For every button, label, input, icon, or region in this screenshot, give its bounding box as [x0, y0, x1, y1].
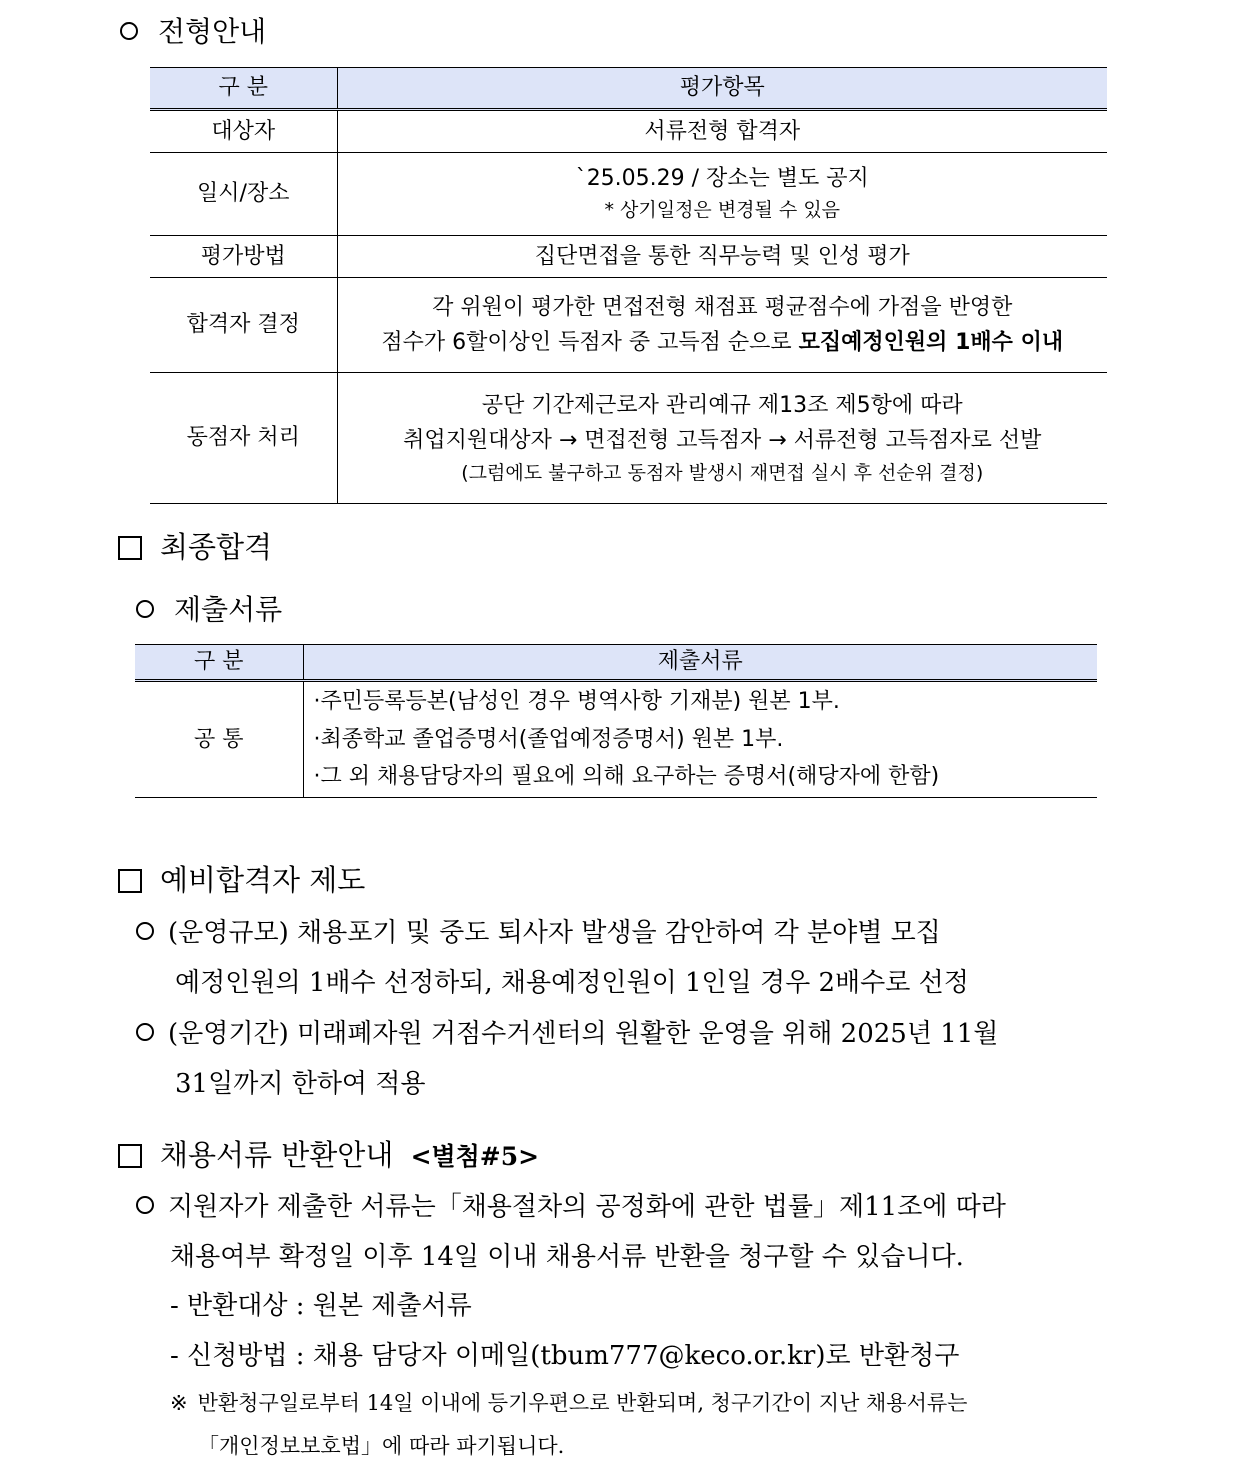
return-note-cont: 「개인정보보호법」에 따라 파기됩니다. — [198, 1434, 565, 1458]
decision-text: 점수가 6할이상인 득점자 중 고득점 순으로 — [381, 330, 799, 355]
section-heading-reserve — [118, 858, 365, 899]
header-documents: 제출서류 — [303, 645, 1097, 681]
documents-table — [135, 644, 1097, 798]
table-row — [150, 236, 1107, 278]
subheading-documents — [136, 588, 282, 628]
row-value — [337, 153, 1107, 236]
selection-table — [150, 67, 1107, 504]
reserve-item-2 — [136, 1013, 998, 1050]
circle-bullet-icon — [136, 600, 154, 618]
table-row — [150, 373, 1107, 504]
circle-bullet-icon — [136, 1196, 154, 1214]
table-header-row — [135, 645, 1097, 681]
heading-text: 채용서류 반환안내 — [160, 1138, 394, 1172]
return-note — [170, 1387, 967, 1417]
decision-line-2 — [338, 325, 1108, 360]
note-text: 반환청구일로부터 14일 이내에 등기우편으로 반환되며, 청구기간이 지난 채용서류는 — [197, 1391, 968, 1415]
section-heading-final-pass — [118, 525, 272, 566]
table-row — [135, 681, 1097, 798]
square-bullet-icon — [118, 869, 142, 893]
section-heading-return — [118, 1133, 539, 1174]
reserve-item-2-cont: 31일까지 한하여 적용 — [175, 1069, 426, 1099]
decision-emphasis: 모집예정인원의 1배수 이내 — [798, 330, 1064, 355]
return-paragraph — [136, 1186, 1006, 1223]
list-item: ·주민등록등본(남성인 경우 병역사항 기재분) 원본 1부. — [313, 689, 840, 715]
item-text: (운영기간) 미래폐자원 거점수거센터의 원활한 운영을 위해 2025년 11월 — [168, 1019, 999, 1049]
row-value — [337, 278, 1107, 373]
heading-text: 제출서류 — [174, 593, 283, 626]
table-row — [150, 278, 1107, 373]
header-category: 구 분 — [135, 645, 303, 681]
row-label: 합격자 결정 — [150, 278, 337, 373]
list-item: ·최종학교 졸업증명서(졸업예정증명서) 원본 1부. — [313, 726, 784, 752]
table-row — [150, 110, 1107, 153]
return-target: - 반환대상 : 원본 제출서류 — [170, 1291, 472, 1321]
table-header-row — [150, 68, 1107, 110]
circle-bullet-icon — [120, 22, 138, 40]
tie-line-1: 공단 기간제근로자 관리예규 제13조 제5항에 따라 — [481, 392, 963, 418]
row-label: 동점자 처리 — [150, 373, 337, 504]
square-bullet-icon — [118, 1144, 142, 1168]
row-value: 집단면접을 통한 직무능력 및 인성 평가 — [337, 236, 1107, 278]
heading-text: 전형안내 — [158, 15, 267, 48]
return-paragraph-cont: 채용여부 확정일 이후 14일 이내 채용서류 반환을 청구할 수 있습니다. — [170, 1242, 964, 1272]
heading-text: 예비합격자 제도 — [160, 863, 366, 897]
schedule-text: `25.05.29 / 장소는 별도 공지 — [575, 166, 869, 192]
row-value: 서류전형 합격자 — [337, 110, 1107, 153]
row-value — [337, 373, 1107, 504]
circle-bullet-icon — [136, 1023, 154, 1041]
square-bullet-icon — [118, 536, 142, 560]
item-text: (운영규모) 채용포기 및 중도 퇴사자 발생을 감안하여 각 분야별 모집 — [168, 918, 941, 948]
schedule-note: * 상기일정은 변경될 수 있음 — [604, 199, 841, 222]
table-row — [150, 153, 1107, 236]
header-category: 구 분 — [150, 68, 337, 110]
row-label: 대상자 — [150, 110, 337, 153]
return-method: - 신청방법 : 채용 담당자 이메일(tbum777@keco.or.kr)로 반환청구 — [170, 1341, 960, 1371]
attachment-tag: <별첨#5> — [410, 1142, 540, 1171]
reserve-item-1 — [136, 912, 941, 949]
row-label: 평가방법 — [150, 236, 337, 278]
section-heading-selection-guide — [120, 10, 266, 50]
reserve-item-1-cont: 예정인원의 1배수 선정하되, 채용예정인원이 1인일 경우 2배수로 선정 — [175, 968, 969, 998]
document-list — [303, 681, 1097, 798]
list-item: ·그 외 채용담당자의 필요에 의해 요구하는 증명서(해당자에 한함) — [313, 764, 940, 790]
row-label: 공 통 — [135, 681, 303, 798]
reference-mark-icon: ※ — [170, 1391, 188, 1415]
header-evaluation-items: 평가항목 — [337, 68, 1107, 110]
row-label: 일시/장소 — [150, 153, 337, 236]
heading-text: 최종합격 — [160, 530, 273, 564]
tie-line-2: 취업지원대상자 → 면접전형 고득점자 → 서류전형 고득점자로 선발 — [403, 427, 1042, 453]
decision-line-1: 각 위원이 평가한 면접전형 채점표 평균점수에 가점을 반영한 — [432, 294, 1013, 320]
tie-line-3: (그럼에도 불구하고 동점자 발생시 재면접 실시 후 선순위 결정) — [461, 461, 984, 484]
circle-bullet-icon — [136, 922, 154, 940]
paragraph-text: 지원자가 제출한 서류는「채용절차의 공정화에 관한 법률」제11조에 따라 — [168, 1192, 1006, 1222]
